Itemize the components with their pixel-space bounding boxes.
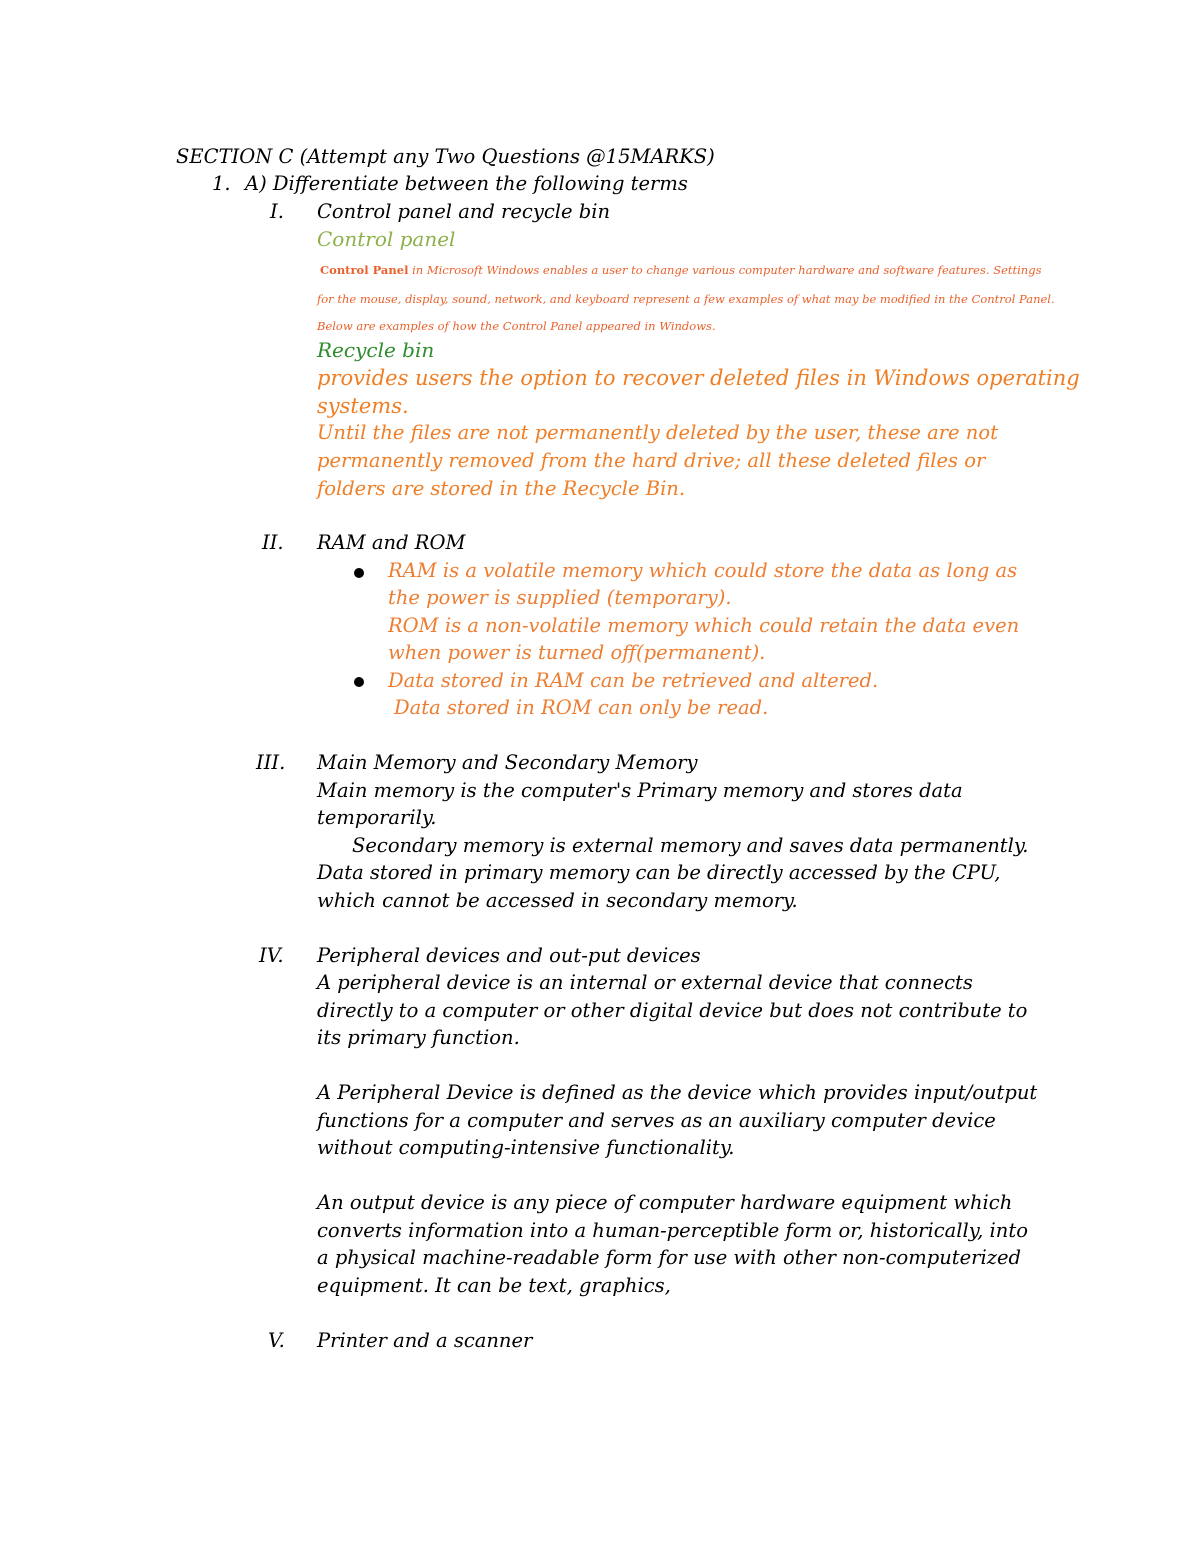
ram-rom-bullet-1-line-3: ROM is a non-volatile memory which could retain the data even: [388, 614, 1020, 637]
item-number-ii: II.: [262, 531, 284, 554]
ram-rom-bullet-1-line-4: when power is turned off(permanent).: [388, 641, 766, 664]
control-panel-def-line-2: for the mouse, display, sound, network, and keyboard represent a few examples of what may be modified in the Control Panel.: [317, 292, 1055, 306]
output-device-line-3: a physical machine-readable form for use with other non-computerized: [317, 1246, 1022, 1269]
item-number-v: V.: [268, 1329, 285, 1352]
control-panel-def-line-3: Below are examples of how the Control Panel appeared in Windows.: [317, 319, 716, 333]
ram-rom-bullet-1-line-2: the power is supplied (temporary).: [388, 586, 732, 609]
item-number-i: I.: [270, 200, 284, 223]
peripheral-p2-line-3: without computing-intensive functionality.: [317, 1136, 735, 1159]
recycle-bin-line-4: permanently removed from the hard drive; all these deleted files or: [317, 449, 986, 472]
output-device-line-1: An output device is any piece of computer hardware equipment which: [317, 1191, 1013, 1214]
recycle-bin-line-5: folders are stored in the Recycle Bin.: [317, 477, 686, 500]
memory-line-1: Main memory is the computer's Primary memory and stores data: [317, 779, 963, 802]
bullet-icon: [354, 677, 364, 687]
item-title-iii: Main Memory and Secondary Memory: [317, 751, 698, 774]
memory-line-4: Data stored in primary memory can be directly accessed by the CPU,: [317, 861, 1001, 884]
memory-line-3: Secondary memory is external memory and saves data permanently.: [352, 834, 1029, 857]
question-text: A) Differentiate between the following terms: [245, 172, 688, 195]
subheading-recycle-bin: Recycle bin: [317, 338, 435, 362]
ram-rom-bullet-2-line-2: Data stored in ROM can only be read.: [394, 696, 769, 719]
section-heading: SECTION C (Attempt any Two Questions @15MARKS): [176, 145, 715, 168]
item-title-iv: Peripheral devices and out-put devices: [317, 944, 701, 967]
bullet-icon: [354, 568, 364, 578]
peripheral-p1-line-2: directly to a computer or other digital device but does not contribute to: [317, 999, 1028, 1022]
peripheral-p1-line-1: A peripheral device is an internal or external device that connects: [317, 971, 973, 994]
item-number-iv: IV.: [259, 944, 284, 967]
memory-line-2: temporarily.: [317, 806, 437, 829]
item-title-ii: RAM and ROM: [317, 531, 466, 554]
control-panel-def-line-1: [320, 261, 1041, 279]
peripheral-p2-line-1: A Peripheral Device is defined as the device which provides input/output: [317, 1081, 1038, 1104]
item-title-v: Printer and a scanner: [317, 1329, 533, 1352]
memory-line-5: which cannot be accessed in secondary memory.: [317, 889, 798, 912]
ram-rom-bullet-1-line-1: RAM is a volatile memory which could store the data as long as: [388, 559, 1018, 582]
control-panel-bold-term: Control Panel: [320, 263, 409, 277]
recycle-bin-line-2: systems.: [317, 394, 409, 418]
item-number-iii: III.: [256, 751, 286, 774]
recycle-bin-line-1: provides users the option to recover deleted files in Windows operating: [317, 366, 1080, 390]
peripheral-p2-line-2: functions for a computer and serves as an auxiliary computer device: [317, 1109, 996, 1132]
subheading-control-panel: Control panel: [317, 227, 456, 251]
ram-rom-bullet-2-line-1: Data stored in RAM can be retrieved and altered.: [388, 669, 879, 692]
control-panel-def-line-1-text: in Microsoft Windows enables a user to change various computer hardware and software features. Settings: [408, 263, 1042, 277]
recycle-bin-line-3: Until the files are not permanently deleted by the user, these are not: [317, 421, 998, 444]
output-device-line-2: converts information into a human-perceptible form or, historically, into: [317, 1219, 1028, 1242]
output-device-line-4: equipment. It can be text, graphics,: [317, 1274, 671, 1297]
peripheral-p1-line-3: its primary function.: [317, 1026, 520, 1049]
question-number: 1.: [212, 172, 231, 195]
item-title-i: Control panel and recycle bin: [317, 200, 611, 223]
